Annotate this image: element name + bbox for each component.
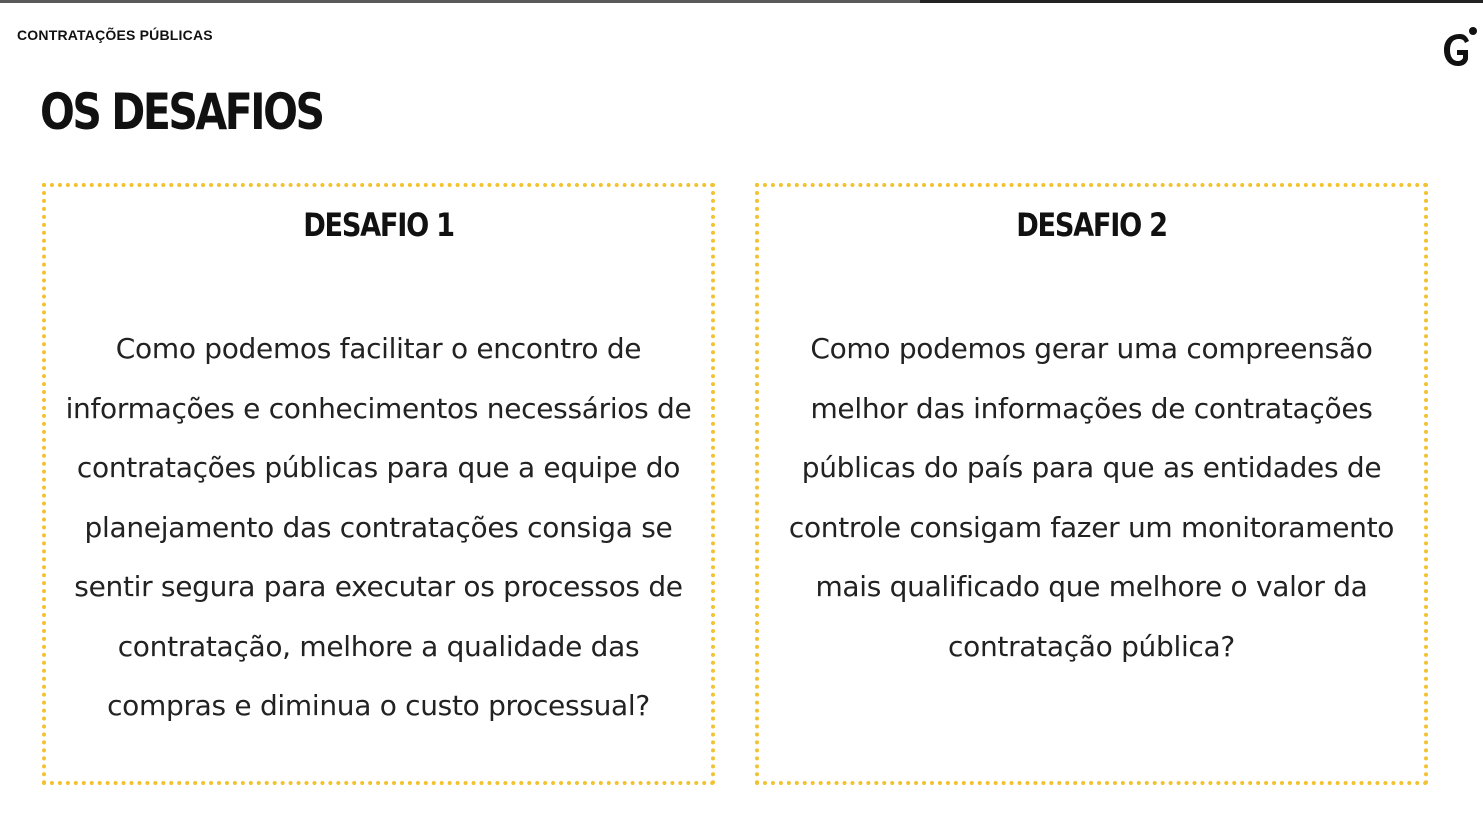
section-label: CONTRATAÇÕES PÚBLICAS: [17, 27, 213, 43]
challenge-heading: DESAFIO 2: [1016, 206, 1167, 244]
challenge-heading: DESAFIO 1: [303, 206, 454, 244]
challenge-text: Como podemos facilitar o encontro de informações e conhecimentos necessários de contratações públicas para que a equipe do planejamento das contratações consiga se sentir segura para executar os processos de contratação, melhore a qualidade das compras e diminua o custo processual?: [65, 332, 692, 722]
g-logo-icon: [1438, 24, 1478, 74]
challenge-text: Como podemos gerar uma compreensão melhor das informações de contratações públicas do país para que as entidades de controle consigam fazer um monitoramento mais qualificado que melhore o valor da contratação pública?: [788, 332, 1395, 663]
challenge-card-1: [42, 183, 715, 785]
page-title: OS DESAFIOS: [40, 83, 323, 141]
window-top-bar-segment: [920, 0, 1483, 3]
challenge-card-2: [755, 183, 1428, 785]
